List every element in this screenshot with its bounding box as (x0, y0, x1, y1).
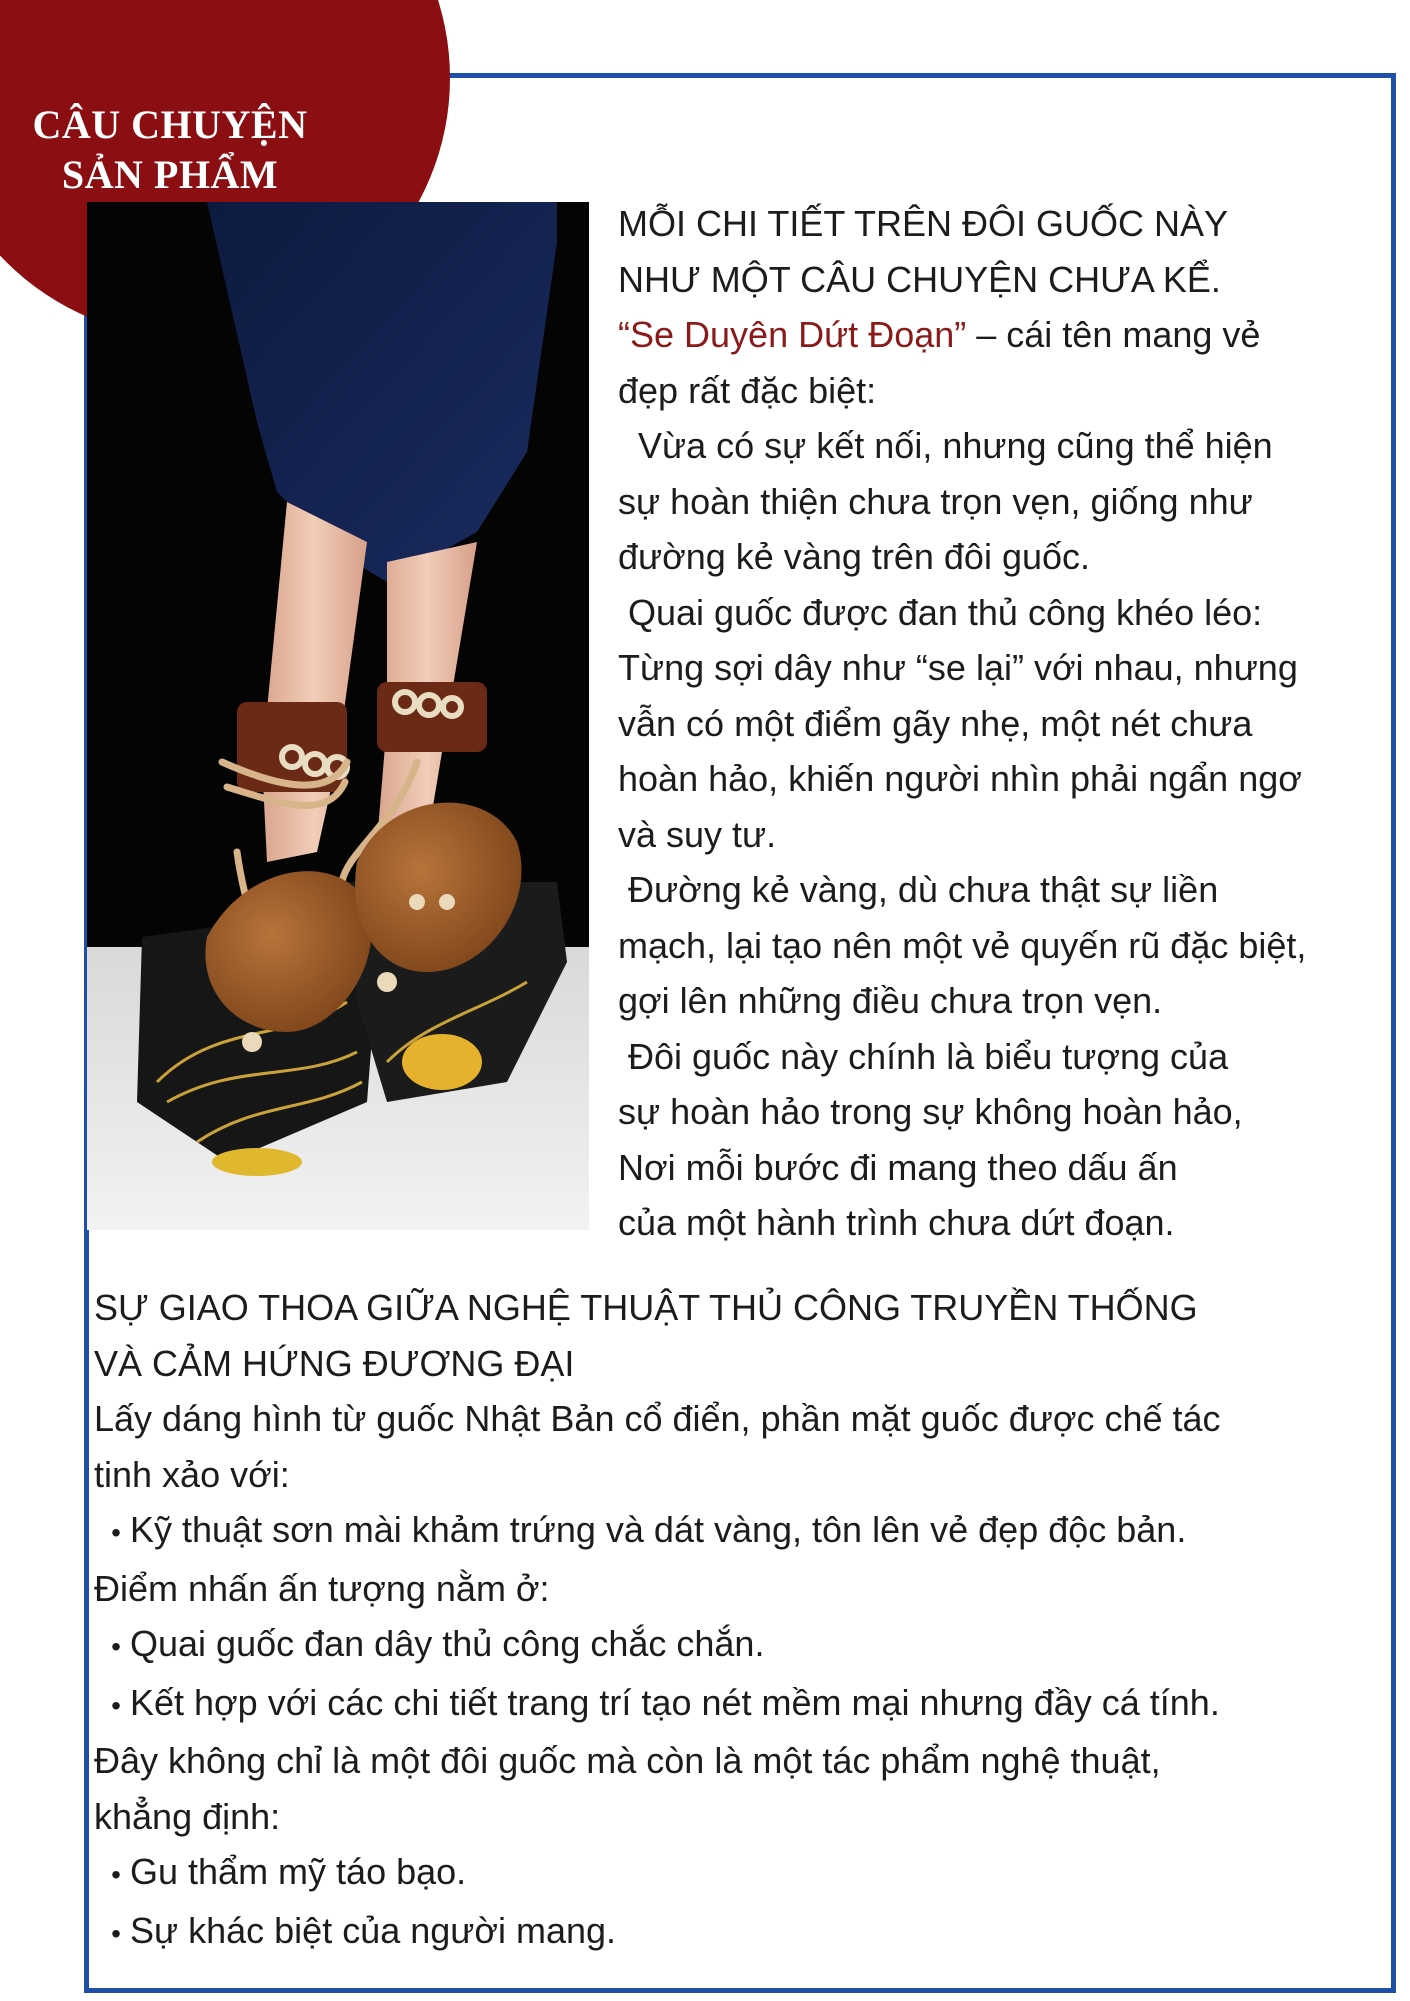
story-line: Đôi guốc này chính là biểu tượng của (618, 1035, 1229, 1077)
bullet-item: • Sự khác biệt của người mang. (94, 1903, 1394, 1962)
story-line: Từng sợi dây như “se lại” với nhau, nhưng (618, 647, 1298, 688)
story-line: Đường kẻ vàng, dù chưa thật sự liền (618, 869, 1219, 910)
story-line: Quai guốc được đan thủ công khéo léo: (618, 591, 1263, 633)
story-line: vẫn có một điểm gãy nhẹ, một nét chưa (618, 702, 1253, 744)
intro-line-2: tinh xảo với: (94, 1453, 290, 1495)
product-photo (87, 202, 589, 1230)
story-line: của một hành trình chưa dứt đoạn. (618, 1202, 1175, 1243)
badge-line-2: SẢN PHẨM (61, 152, 279, 197)
section-heading-line-1: SỰ GIAO THOA GIỮA NGHỆ THUẬT THỦ CÔNG TRUYỀN THỐNG (94, 1287, 1198, 1328)
story-line: đẹp rất đặc biệt: (618, 369, 877, 411)
craft-section (94, 1280, 1394, 1961)
product-name-highlight: “Se Duyên Dứt Đoạn” (618, 314, 967, 355)
story-line: gợi lên những điều chưa trọn vẹn. (618, 980, 1163, 1021)
story-line: MỖI CHI TIẾT TRÊN ĐÔI GUỐC NÀY (618, 203, 1229, 244)
bullet-item: • Quai guốc đan dây thủ công chắc chắn. (94, 1616, 1394, 1675)
story-line: đường kẻ vàng trên đôi guốc. (618, 536, 1091, 577)
story-line: NHƯ MỘT CÂU CHUYỆN CHƯA KỂ. (618, 258, 1221, 300)
section-heading-line-2: VÀ CẢM HỨNG ĐƯƠNG ĐẠI (94, 1342, 575, 1384)
story-line: hoàn hảo, khiến người nhìn phải ngẩn ngơ (618, 758, 1302, 799)
closing-line-1: Đây không chỉ là một đôi guốc mà còn là một tác phẩm nghệ thuật, (94, 1740, 1161, 1781)
bullet-item: • Kết hợp với các chi tiết trang trí tạo nét mềm mại nhưng đầy cá tính. (94, 1675, 1394, 1734)
closing-line-2: khẳng định: (94, 1795, 281, 1837)
highlight-lead: Điểm nhấn ấn tượng nằm ở: (94, 1567, 550, 1609)
story-line: sự hoàn hảo trong sự không hoàn hảo, (618, 1091, 1243, 1132)
story-text-block (618, 196, 1398, 1251)
story-line: Vừa có sự kết nối, nhưng cũng thể hiện (618, 425, 1273, 466)
bullet-item: • Gu thẩm mỹ táo bạo. (94, 1844, 1394, 1903)
story-line: “Se Duyên Dứt Đoạn” – cái tên mang vẻ (618, 314, 1261, 355)
bullet-item: • Kỹ thuật sơn mài khảm trứng và dát vàng, tôn lên vẻ đẹp độc bản. (94, 1502, 1394, 1561)
story-line: mạch, lại tạo nên một vẻ quyến rũ đặc biệt, (618, 924, 1307, 966)
story-line: Nơi mỗi bước đi mang theo dấu ấn (618, 1146, 1178, 1188)
story-line: và suy tư. (618, 813, 777, 855)
story-line: sự hoàn thiện chưa trọn vẹn, giống như (618, 480, 1253, 522)
section-badge-title (0, 100, 340, 200)
intro-line-1: Lấy dáng hình từ guốc Nhật Bản cổ điển, phần mặt guốc được chế tác (94, 1398, 1221, 1439)
badge-line-1: CÂU CHUYỆN (32, 102, 308, 147)
